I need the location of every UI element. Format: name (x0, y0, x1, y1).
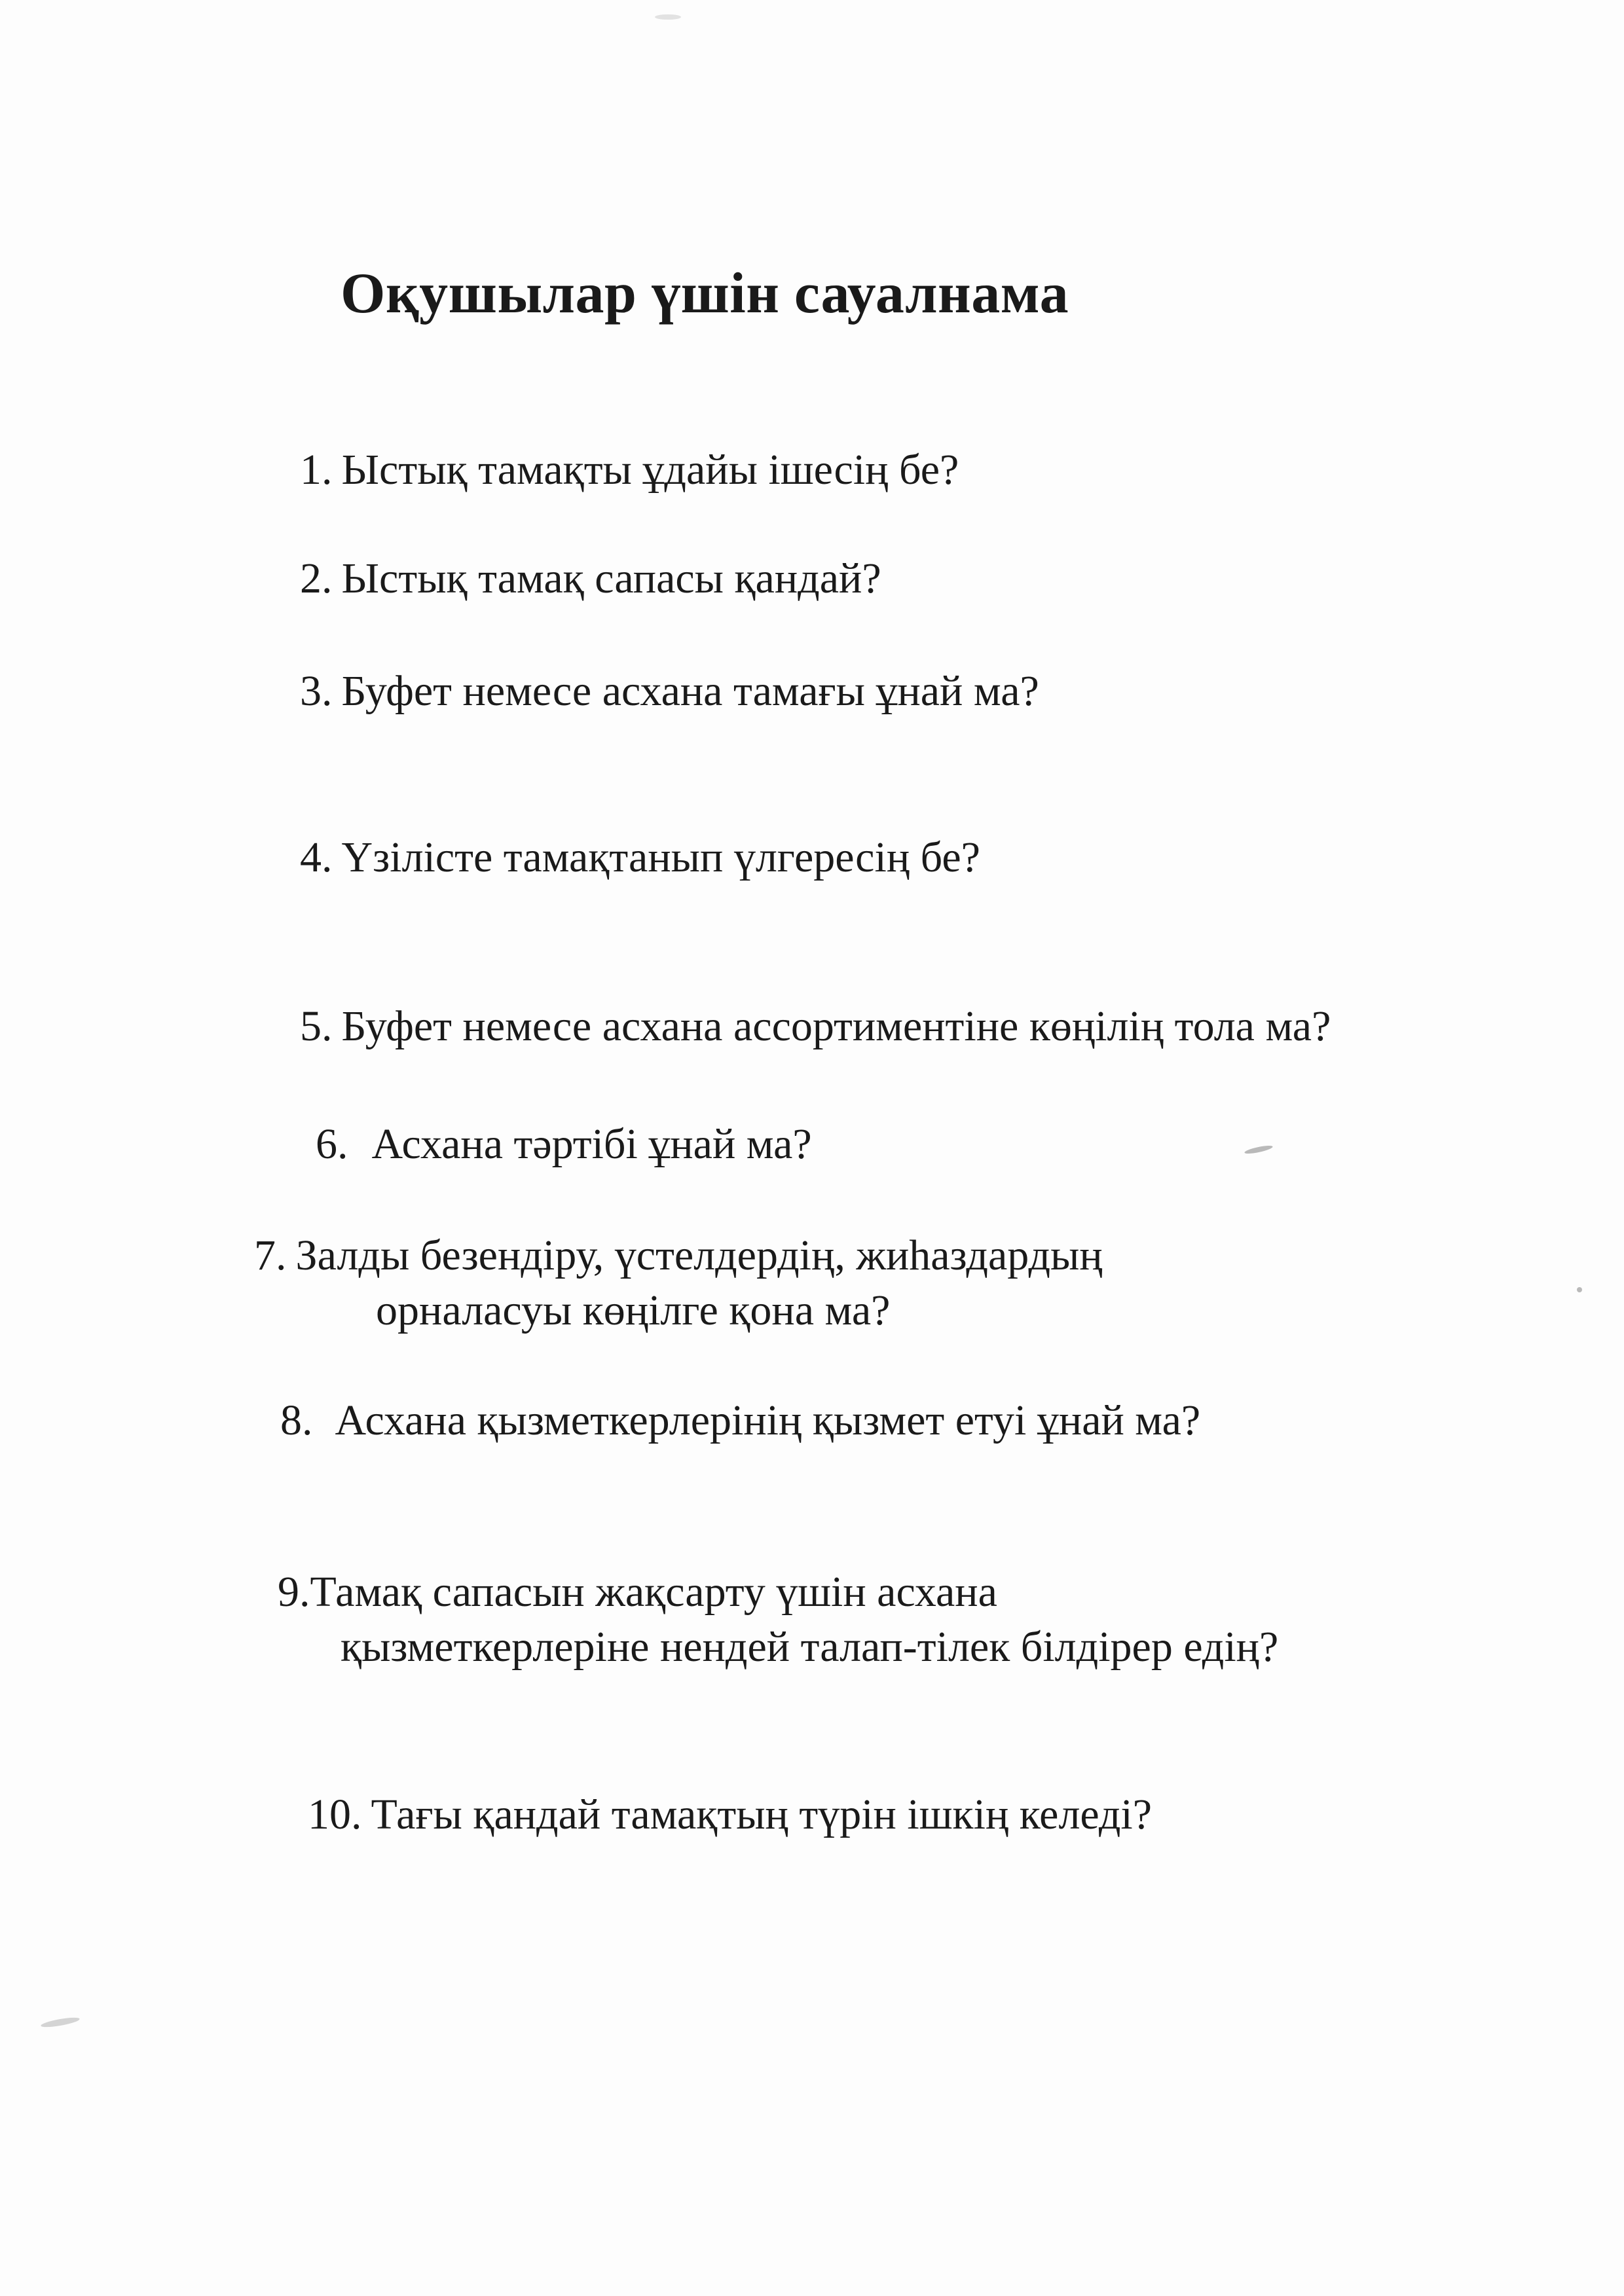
question-number: 1. (300, 446, 333, 494)
scan-speck (1244, 1144, 1274, 1156)
question-10 (308, 1787, 1152, 1842)
question-number: 8. (280, 1396, 313, 1444)
question-2 (300, 551, 881, 606)
question-3 (300, 664, 1039, 719)
question-text-continued: қызметкерлеріне нендей талап-тілек білдірер едің? (341, 1623, 1279, 1671)
question-text: Залды безендіру, үстелдердің, жиһаздардың (295, 1231, 1103, 1279)
question-number: 3. (300, 667, 333, 715)
question-text: Буфет немесе асхана ассортиментіне көңілің тола ма? (341, 1002, 1331, 1050)
question-9 (278, 1565, 1278, 1675)
question-number: 2. (300, 555, 333, 602)
question-number: 4. (300, 833, 333, 881)
page-title: Оқушылар үшін сауалнама (341, 262, 1069, 325)
question-text: Асхана тәртібі ұнай ма? (371, 1120, 812, 1168)
question-number: 10. (308, 1791, 362, 1838)
question-text: Тамақ сапасын жақсарту үшін асхана (310, 1568, 997, 1616)
question-number: 7. (254, 1231, 287, 1279)
question-number: 9. (278, 1568, 310, 1616)
question-number: 6. (316, 1120, 348, 1168)
question-5 (300, 999, 1331, 1054)
question-number: 5. (300, 1002, 333, 1050)
question-text: Үзілісте тамақтанып үлгересің бе? (341, 833, 980, 881)
question-text: Буфет немесе асхана тамағы ұнай ма? (341, 667, 1039, 715)
scan-speck (1577, 1287, 1582, 1292)
question-8 (280, 1393, 1200, 1448)
question-7 (254, 1228, 1103, 1338)
question-text: Асхана қызметкерлерінің қызмет етуі ұнай ма? (335, 1396, 1201, 1444)
question-text: Ыстық тамақты ұдайы ішесің бе? (341, 446, 959, 494)
question-1 (300, 443, 959, 498)
scan-speck (655, 14, 681, 20)
question-text-continued: орналасуы көңілге қона ма? (376, 1286, 891, 1334)
question-4 (300, 830, 980, 885)
question-6 (316, 1117, 812, 1172)
scan-speck (41, 2016, 81, 2029)
question-text: Ыстық тамақ сапасы қандай? (341, 555, 881, 602)
question-text: Тағы қандай тамақтың түрін ішкің келеді? (371, 1791, 1153, 1838)
